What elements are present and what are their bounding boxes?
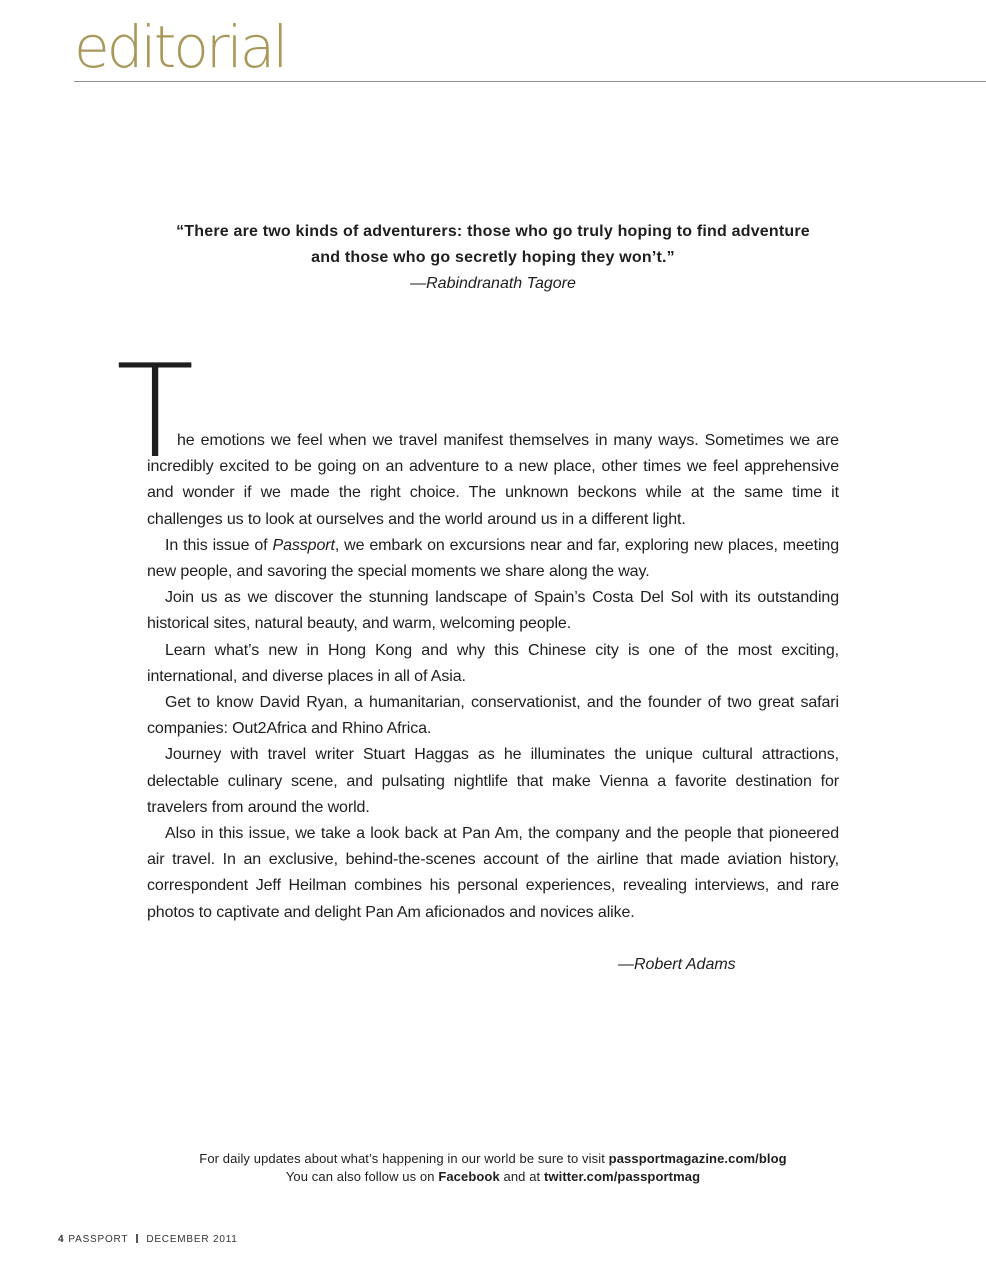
magazine-name: PASSPORT xyxy=(68,1234,129,1245)
folio-separator xyxy=(136,1234,138,1243)
footer-follow-text: You can also follow us on xyxy=(285,1169,439,1184)
footer-note xyxy=(110,1150,876,1186)
epigraph xyxy=(110,219,876,297)
epigraph-quote-line-2: and those who go secretly hoping they won’t.” xyxy=(311,249,675,266)
footer-note-line-1 xyxy=(110,1150,876,1168)
footer-note-line-2 xyxy=(110,1168,876,1186)
facebook-link[interactable]: Facebook xyxy=(438,1169,500,1184)
drop-cap: T xyxy=(116,338,191,487)
paragraph-hong-kong: Learn what’s new in Hong Kong and why this Chinese city is one of the most exciting, international, and diverse places in all of Asia. xyxy=(147,641,839,685)
issue-date: DECEMBER 2011 xyxy=(146,1234,238,1245)
section-title: editorial xyxy=(74,13,286,81)
magazine-name-italic: Passport xyxy=(272,536,335,554)
blog-link[interactable]: passportmagazine.com/blog xyxy=(608,1151,787,1166)
paragraph-david-ryan: Get to know David Ryan, a humanitarian, conservationist, and the founder of two great safari companies: Out2Africa and Rhino Africa. xyxy=(147,694,839,738)
paragraph-costa-del-sol: Join us as we discover the stunning landscape of Spain’s Costa Del Sol with its outstanding historical sites, natural beauty, and warm, welcoming people. xyxy=(147,589,839,633)
paragraph-issue-overview xyxy=(147,533,839,585)
paragraph-intro-text: he emotions we feel when we travel manifest themselves in many ways. Sometimes we are incredibly excited to be going on an adventure to a new place, other times we feel apprehensive and wonder if we made the right choice. The unknown beckons while at the same time it challenges us to look at ourselves and the world around us in a different light. xyxy=(147,432,839,528)
page-folio xyxy=(58,1234,238,1245)
footer-note-text: For daily updates about what’s happening in our world be sure to visit xyxy=(199,1151,609,1166)
paragraph-intro xyxy=(147,428,839,533)
epigraph-attribution: —Rabindranath Tagore xyxy=(410,275,576,292)
page-number: 4 xyxy=(58,1234,65,1245)
paragraph-vienna: Journey with travel writer Stuart Haggas as he illuminates the unique cultural attractions, delectable culinary scene, and pulsating nightlife that make Vienna a favorite destination for travelers from around the world. xyxy=(147,746,839,816)
author-signature: —Robert Adams xyxy=(618,956,736,973)
epigraph-quote xyxy=(110,219,876,271)
article-body xyxy=(147,428,839,926)
paragraph-issue-text-b: , we embark on excursions near and far, exploring new places, meeting new people, and savoring the special moments we share along the way. xyxy=(147,536,840,581)
paragraph-issue-text-a: In this issue of xyxy=(165,536,273,554)
epigraph-quote-line-1: “There are two kinds of adventurers: those who go truly hoping to find adventure xyxy=(176,223,810,240)
paragraph-pan-am: Also in this issue, we take a look back at Pan Am, the company and the people that pioneered air travel. In an exclusive, behind-the-scenes account of the airline that made aviation history, correspondent Jeff Heilman combines his personal experiences, revealing interviews, and rare photos to captivate and delight Pan Am aficionados and novices alike. xyxy=(147,825,839,921)
twitter-link[interactable]: twitter.com/passportmag xyxy=(543,1169,701,1184)
section-divider xyxy=(74,81,986,82)
footer-and-text: and at xyxy=(499,1169,544,1184)
